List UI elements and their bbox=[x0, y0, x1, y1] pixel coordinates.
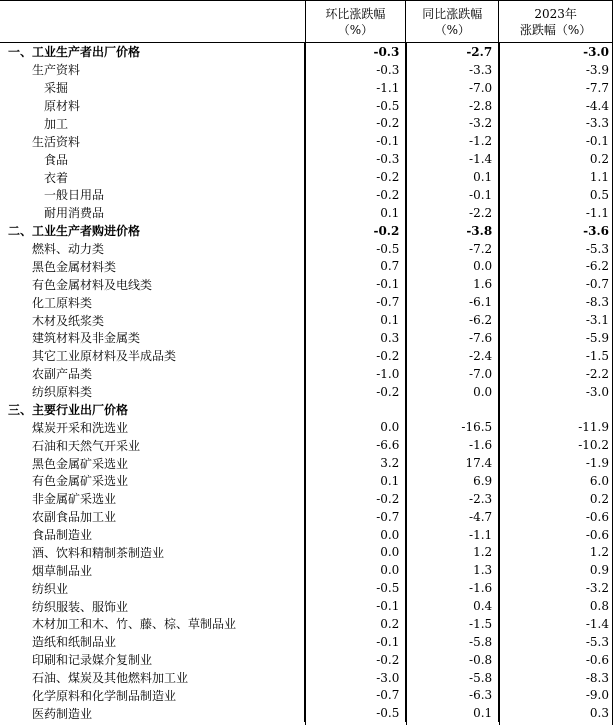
mom-value: 3.2 bbox=[304, 454, 405, 472]
annual-value: -0.7 bbox=[498, 275, 612, 293]
row-label: 农副产品类 bbox=[32, 367, 93, 382]
mom-value: -0.5 bbox=[304, 97, 405, 115]
row-label: 有色金属矿采选业 bbox=[32, 474, 129, 489]
yoy-value: -2.3 bbox=[405, 490, 498, 508]
annual-value: 1.2 bbox=[498, 544, 612, 562]
yoy-value: -5.8 bbox=[405, 669, 498, 687]
table-row bbox=[0, 97, 612, 115]
annual-value: -3.0 bbox=[498, 383, 612, 401]
table-row bbox=[0, 579, 612, 597]
row-label: 一、工业生产者出厂价格 bbox=[8, 45, 141, 60]
header-mom-title: 环比涨跌幅 bbox=[325, 6, 386, 21]
row-label: 建筑材料及非金属类 bbox=[32, 331, 141, 346]
mom-value: -0.2 bbox=[304, 347, 405, 365]
row-label: 木材加工和木、竹、藤、棕、草制品业 bbox=[32, 617, 237, 632]
yoy-value: 0.1 bbox=[405, 168, 498, 186]
annual-value: -5.9 bbox=[498, 329, 612, 347]
annual-value: -8.3 bbox=[498, 669, 612, 687]
yoy-value: -2.4 bbox=[405, 347, 498, 365]
row-label: 木材及纸浆类 bbox=[32, 313, 105, 328]
row-label: 原材料 bbox=[44, 99, 81, 114]
mom-value: -0.2 bbox=[304, 383, 405, 401]
annual-value: 0.2 bbox=[498, 150, 612, 168]
annual-value: -3.1 bbox=[498, 311, 612, 329]
row-label: 其它工业原材料及半成品类 bbox=[32, 349, 177, 364]
annual-value bbox=[498, 401, 612, 419]
row-label: 非金属矿采选业 bbox=[32, 492, 117, 507]
mom-value: -0.3 bbox=[304, 43, 405, 61]
mom-value: -0.2 bbox=[304, 490, 405, 508]
row-label: 黑色金属矿采选业 bbox=[32, 456, 129, 471]
annual-value: -1.5 bbox=[498, 347, 612, 365]
yoy-value: 1.3 bbox=[405, 561, 498, 579]
yoy-value: -2.2 bbox=[405, 204, 498, 222]
table-row bbox=[0, 365, 612, 383]
annual-value: -0.6 bbox=[498, 651, 612, 669]
row-label: 造纸和纸制品业 bbox=[32, 635, 117, 650]
header-annual-change bbox=[498, 1, 612, 42]
yoy-value: 0.0 bbox=[405, 258, 498, 276]
annual-value: -3.9 bbox=[498, 61, 612, 79]
table-row bbox=[0, 597, 612, 615]
mom-value: 0.0 bbox=[304, 544, 405, 562]
table-row bbox=[0, 687, 612, 705]
table-row bbox=[0, 383, 612, 401]
table-row bbox=[0, 329, 612, 347]
annual-value: 0.9 bbox=[498, 561, 612, 579]
row-label: 生活资料 bbox=[32, 134, 81, 149]
mom-value: 0.1 bbox=[304, 472, 405, 490]
row-label: 食品制造业 bbox=[32, 528, 93, 543]
header-annual-title: 2023年 bbox=[534, 6, 577, 21]
yoy-value: -1.5 bbox=[405, 615, 498, 633]
row-label: 石油、煤炭及其他燃料加工业 bbox=[32, 671, 189, 686]
table-row bbox=[0, 418, 612, 436]
yoy-value: 1.6 bbox=[405, 275, 498, 293]
row-label: 纺织原料类 bbox=[32, 385, 93, 400]
mom-value: 0.1 bbox=[304, 311, 405, 329]
table-row bbox=[0, 490, 612, 508]
annual-value: 0.5 bbox=[498, 186, 612, 204]
yoy-value: 17.4 bbox=[405, 454, 498, 472]
header-yoy-title: 同比涨跌幅 bbox=[422, 6, 483, 21]
table-row bbox=[0, 275, 612, 293]
yoy-value: -3.8 bbox=[405, 222, 498, 240]
yoy-value: -4.7 bbox=[405, 508, 498, 526]
header-mom-change bbox=[305, 1, 406, 42]
header-mom-unit: （%） bbox=[337, 22, 374, 37]
annual-value: -6.2 bbox=[498, 258, 612, 276]
row-label: 衣着 bbox=[44, 170, 69, 185]
annual-value: -11.9 bbox=[498, 418, 612, 436]
row-label: 纺织业 bbox=[32, 581, 69, 596]
mom-value: -0.3 bbox=[304, 61, 405, 79]
row-label: 农副食品加工业 bbox=[32, 510, 117, 525]
annual-value: -2.2 bbox=[498, 365, 612, 383]
annual-value: -1.9 bbox=[498, 454, 612, 472]
yoy-value: -2.8 bbox=[405, 97, 498, 115]
mom-value: 0.0 bbox=[304, 418, 405, 436]
yoy-value: -7.2 bbox=[405, 240, 498, 258]
yoy-value: -1.4 bbox=[405, 150, 498, 168]
annual-value: -3.3 bbox=[498, 115, 612, 133]
mom-value: 0.0 bbox=[304, 561, 405, 579]
row-label: 医药制造业 bbox=[32, 706, 93, 721]
mom-value: -3.0 bbox=[304, 669, 405, 687]
annual-value: -3.2 bbox=[498, 579, 612, 597]
table-row bbox=[0, 132, 612, 150]
mom-value: 0.0 bbox=[304, 526, 405, 544]
table-row bbox=[0, 311, 612, 329]
yoy-value: 0.4 bbox=[405, 597, 498, 615]
section-row bbox=[0, 222, 612, 240]
yoy-value: -0.1 bbox=[405, 186, 498, 204]
mom-value: -6.6 bbox=[304, 436, 405, 454]
mom-value: -0.1 bbox=[304, 275, 405, 293]
table-row bbox=[0, 472, 612, 490]
yoy-value: -1.1 bbox=[405, 526, 498, 544]
mom-value: -1.1 bbox=[304, 79, 405, 97]
header-yoy-change bbox=[405, 1, 498, 42]
table-row bbox=[0, 651, 612, 669]
annual-value: 1.1 bbox=[498, 168, 612, 186]
section-row bbox=[0, 401, 612, 419]
row-label: 食品 bbox=[44, 152, 69, 167]
row-label: 纺织服装、服饰业 bbox=[32, 599, 129, 614]
yoy-value: -2.7 bbox=[405, 43, 498, 61]
annual-value: -0.6 bbox=[498, 526, 612, 544]
row-label: 有色金属材料及电线类 bbox=[32, 277, 153, 292]
row-label: 烟草制品业 bbox=[32, 563, 93, 578]
mom-value: -0.2 bbox=[304, 222, 405, 240]
annual-value: -3.0 bbox=[498, 43, 612, 61]
mom-value: -0.3 bbox=[304, 150, 405, 168]
mom-value: 0.1 bbox=[304, 204, 405, 222]
row-label: 生产资料 bbox=[32, 63, 81, 78]
yoy-value: 0.1 bbox=[405, 704, 498, 722]
yoy-value: -1.6 bbox=[405, 579, 498, 597]
table-row bbox=[0, 615, 612, 633]
row-label: 煤炭开采和洗选业 bbox=[32, 420, 129, 435]
annual-value: -5.3 bbox=[498, 240, 612, 258]
mom-value: -0.5 bbox=[304, 704, 405, 722]
yoy-value: -7.6 bbox=[405, 329, 498, 347]
annual-value: -1.1 bbox=[498, 204, 612, 222]
table-row bbox=[0, 150, 612, 168]
yoy-value: -6.1 bbox=[405, 293, 498, 311]
yoy-value: -6.2 bbox=[405, 311, 498, 329]
row-label: 燃料、动力类 bbox=[32, 242, 105, 257]
table-row bbox=[0, 61, 612, 79]
yoy-value: -3.3 bbox=[405, 61, 498, 79]
row-label: 化工原料类 bbox=[32, 295, 93, 310]
mom-value: -0.2 bbox=[304, 651, 405, 669]
annual-value: -8.3 bbox=[498, 293, 612, 311]
mom-value bbox=[304, 401, 405, 419]
mom-value: -0.7 bbox=[304, 508, 405, 526]
table-row bbox=[0, 669, 612, 687]
row-label: 化学原料和化学制品制造业 bbox=[32, 688, 177, 703]
annual-value: -5.3 bbox=[498, 633, 612, 651]
table-row bbox=[0, 633, 612, 651]
row-label: 印刷和记录媒介复制业 bbox=[32, 653, 153, 668]
header-label-cell bbox=[0, 1, 305, 42]
annual-value: 0.2 bbox=[498, 490, 612, 508]
mom-value: -0.2 bbox=[304, 115, 405, 133]
yoy-value bbox=[405, 401, 498, 419]
row-label: 采掘 bbox=[44, 81, 69, 96]
annual-value: -4.4 bbox=[498, 97, 612, 115]
annual-value: -9.0 bbox=[498, 687, 612, 705]
table-row bbox=[0, 168, 612, 186]
table-row bbox=[0, 347, 612, 365]
mom-value: -0.1 bbox=[304, 633, 405, 651]
annual-value: -0.6 bbox=[498, 508, 612, 526]
yoy-value: -5.8 bbox=[405, 633, 498, 651]
mom-value: -0.7 bbox=[304, 687, 405, 705]
table-row bbox=[0, 293, 612, 311]
table-row bbox=[0, 561, 612, 579]
mom-value: -0.2 bbox=[304, 186, 405, 204]
header-yoy-unit: （%） bbox=[434, 22, 470, 37]
mom-value: -0.5 bbox=[304, 579, 405, 597]
yoy-value: -1.2 bbox=[405, 132, 498, 150]
annual-value: 0.3 bbox=[498, 704, 612, 722]
table-row bbox=[0, 115, 612, 133]
table-row bbox=[0, 526, 612, 544]
table-row bbox=[0, 204, 612, 222]
table-row bbox=[0, 436, 612, 454]
row-label: 酒、饮料和精制茶制造业 bbox=[32, 545, 165, 560]
yoy-value: -7.0 bbox=[405, 79, 498, 97]
row-label: 黑色金属材料类 bbox=[32, 259, 117, 274]
row-label: 二、工业生产者购进价格 bbox=[8, 224, 141, 239]
yoy-value: -7.0 bbox=[405, 365, 498, 383]
yoy-value: -0.8 bbox=[405, 651, 498, 669]
table-row bbox=[0, 704, 612, 722]
table-header bbox=[0, 0, 612, 43]
yoy-value: -1.6 bbox=[405, 436, 498, 454]
annual-value: 6.0 bbox=[498, 472, 612, 490]
mom-value: -0.5 bbox=[304, 240, 405, 258]
table-row bbox=[0, 454, 612, 472]
mom-value: -0.1 bbox=[304, 597, 405, 615]
table-row bbox=[0, 508, 612, 526]
row-label: 加工 bbox=[44, 116, 69, 131]
yoy-value: -16.5 bbox=[405, 418, 498, 436]
table-row bbox=[0, 240, 612, 258]
annual-value: -3.6 bbox=[498, 222, 612, 240]
yoy-value: -3.2 bbox=[405, 115, 498, 133]
table-row bbox=[0, 258, 612, 276]
header-annual-unit: 涨跌幅（%） bbox=[519, 22, 592, 37]
table-body bbox=[0, 43, 612, 722]
mom-value: -0.2 bbox=[304, 168, 405, 186]
annual-value: -0.1 bbox=[498, 132, 612, 150]
table-row bbox=[0, 79, 612, 97]
mom-value: -0.7 bbox=[304, 293, 405, 311]
yoy-value: 0.0 bbox=[405, 383, 498, 401]
mom-value: 0.3 bbox=[304, 329, 405, 347]
yoy-value: 1.2 bbox=[405, 544, 498, 562]
mom-value: 0.7 bbox=[304, 258, 405, 276]
annual-value: -1.4 bbox=[498, 615, 612, 633]
row-label: 三、主要行业出厂价格 bbox=[8, 402, 129, 417]
annual-value: -7.7 bbox=[498, 79, 612, 97]
mom-value: 0.2 bbox=[304, 615, 405, 633]
annual-value: -10.2 bbox=[498, 436, 612, 454]
yoy-value: -6.3 bbox=[405, 687, 498, 705]
yoy-value: 6.9 bbox=[405, 472, 498, 490]
table-row bbox=[0, 186, 612, 204]
section-row bbox=[0, 43, 612, 61]
mom-value: -1.0 bbox=[304, 365, 405, 383]
row-label: 耐用消费品 bbox=[44, 206, 105, 221]
row-label: 一般日用品 bbox=[44, 188, 105, 203]
table-row bbox=[0, 544, 612, 562]
mom-value: -0.1 bbox=[304, 132, 405, 150]
row-label: 石油和天然气开采业 bbox=[32, 438, 141, 453]
annual-value: 0.8 bbox=[498, 597, 612, 615]
